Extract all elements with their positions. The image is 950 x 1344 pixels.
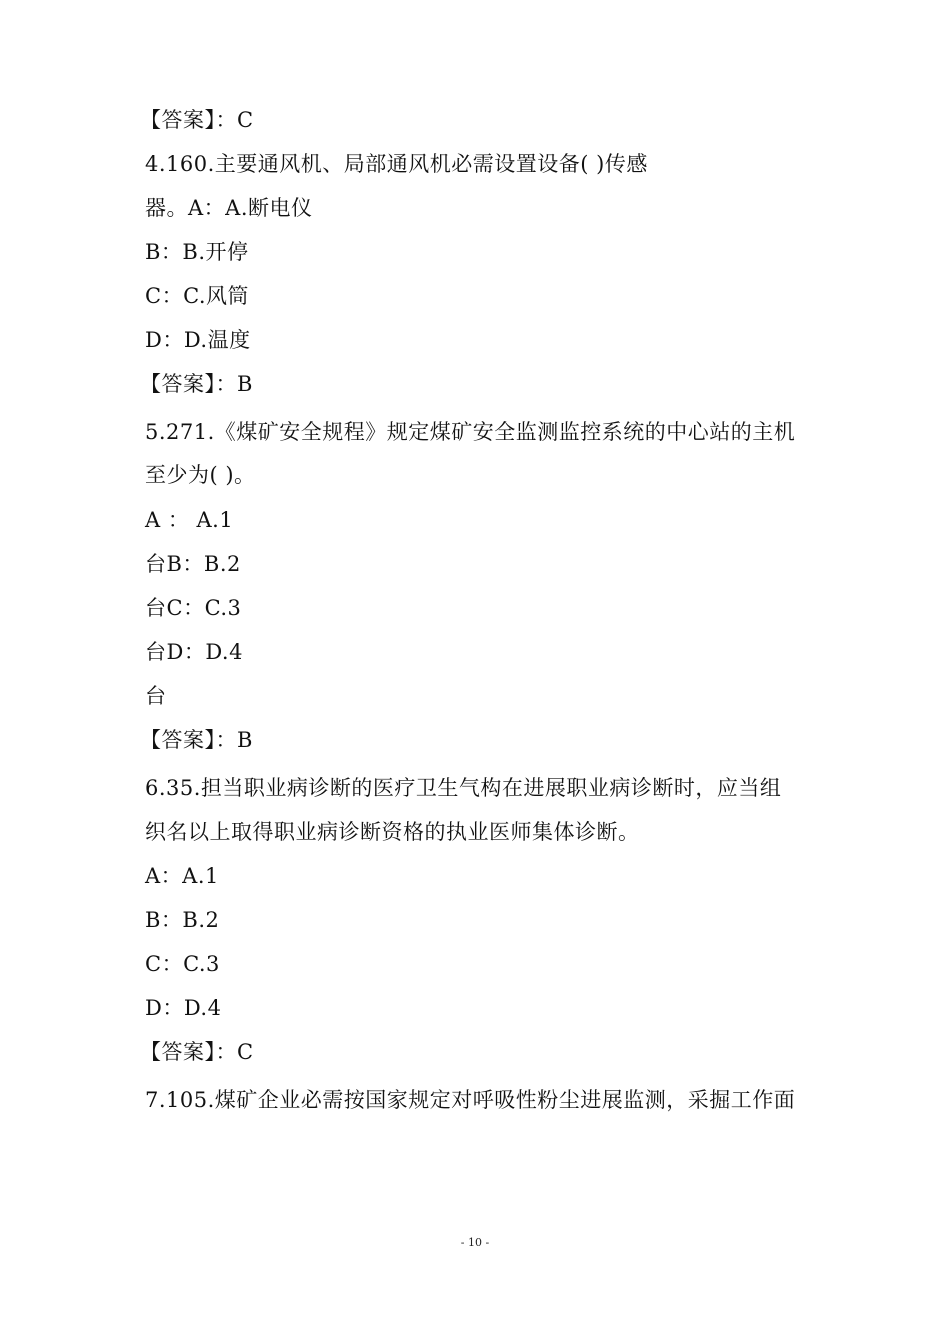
question-6-text: 6.35.担当职业病诊断的医疗卫生气构在进展职业病诊断时，应当组: [145, 776, 782, 800]
question-4-text: 4.160.主要通风机、局部通风机必需设置设备( )传感: [145, 152, 648, 176]
question-5-text-cont: 至少为( )。: [145, 463, 256, 487]
page-number: - 10 -: [460, 1236, 490, 1249]
question-4-option-c: C：C.风筒: [145, 284, 250, 308]
question-5-text: 5.271.《煤矿安全规程》规定煤矿安全监测监控系统的中心站的主机: [145, 420, 796, 444]
question-4-answer: 【答案】：B: [140, 372, 253, 396]
question-4-option-b: B：B.开停: [145, 240, 249, 264]
question-5-option-a: A ： A.1: [145, 508, 234, 532]
question-6-answer: 【答案】：C: [140, 1040, 254, 1064]
question-6-text-cont: 织名以上取得职业病诊断资格的执业医师集体诊断。: [145, 820, 640, 844]
question-5-option-d: 台D：D.4: [145, 640, 243, 664]
question-5-answer: 【答案】：B: [140, 728, 253, 752]
question-5-option-b: 台B：B.2: [145, 552, 241, 576]
answer-line: 【答案】：C: [140, 108, 254, 132]
question-6-option-a: A：A.1: [145, 864, 219, 888]
question-5-option-c: 台C：C.3: [145, 596, 242, 620]
question-6-option-b: B：B.2: [145, 908, 220, 932]
question-5-option-d-cont: 台: [145, 684, 167, 708]
question-4-option-a: 器。A：A.断电仪: [145, 196, 313, 220]
question-4-option-d: D：D.温度: [145, 328, 251, 352]
question-6-option-c: C：C.3: [145, 952, 220, 976]
question-6-option-d: D：D.4: [145, 996, 222, 1020]
question-7-text: 7.105.煤矿企业必需按国家规定对呼吸性粉尘进展监测，采掘工作面: [145, 1088, 796, 1112]
